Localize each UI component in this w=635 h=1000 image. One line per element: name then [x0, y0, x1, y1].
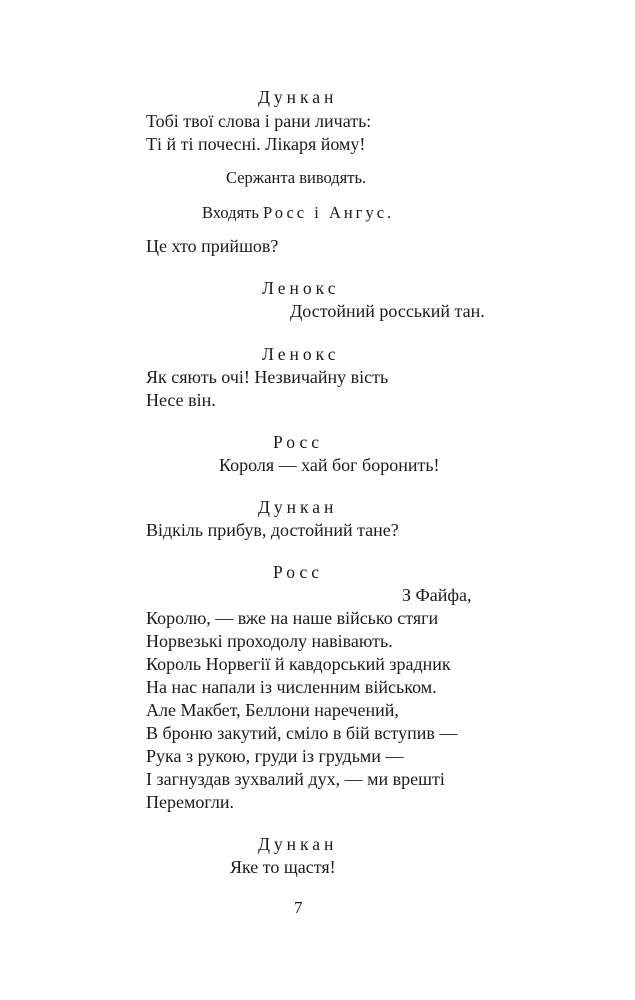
- verse-line: Як сяють очі! Незвичайну вість: [146, 367, 389, 387]
- verse-line: Король Норвегії й кавдорський зрадник: [146, 654, 451, 674]
- verse-line: В броню закутий, сміло в бій вступив —: [146, 723, 458, 743]
- verse-line: Норвезькі проходолу навівають.: [146, 631, 393, 651]
- speaker-name: Росс: [273, 562, 324, 582]
- verse-line: Тобі твої слова і рани личать:: [146, 111, 372, 131]
- verse-line: Яке то щастя!: [230, 857, 336, 877]
- stage-direction: Сержанта виводять.: [226, 168, 367, 187]
- verse-line: Королю, — вже на наше військо стяги: [146, 608, 439, 628]
- speaker-name: Дункан: [258, 497, 338, 517]
- verse-line: Достойний росський тан.: [290, 301, 485, 321]
- verse-line: Ті й ті почесні. Лікаря йому!: [146, 134, 366, 154]
- speaker-name: Ленокс: [262, 278, 340, 298]
- speaker-name: Дункан: [258, 834, 338, 854]
- verse-line: Перемогли.: [146, 792, 234, 812]
- verse-line: Рука з рукою, груди із грудьми —: [146, 746, 404, 766]
- speaker-name: Росс: [273, 432, 324, 452]
- verse-line: Короля — хай бог боронить!: [219, 455, 440, 475]
- stage-direction: [202, 202, 394, 224]
- verse-line: Але Макбет, Беллони наречений,: [146, 700, 399, 720]
- verse-line: І загнуздав зухвалий дух, — ми врешті: [146, 769, 445, 789]
- verse-line: З Файфа,: [402, 585, 472, 605]
- speaker-name: Ленокс: [262, 344, 340, 364]
- page-number: 7: [294, 898, 303, 917]
- verse-line: На нас напали із численним військом.: [146, 677, 437, 697]
- verse-line: Несе він.: [146, 390, 216, 410]
- verse-line: Відкіль прибув, достойний тане?: [146, 520, 399, 540]
- stage-direction-names: Росс і Ангус.: [263, 203, 395, 222]
- verse-line: Це хто прийшов?: [146, 236, 279, 256]
- speaker-name: Дункан: [258, 87, 338, 107]
- stage-direction-prefix: Входять: [202, 203, 259, 222]
